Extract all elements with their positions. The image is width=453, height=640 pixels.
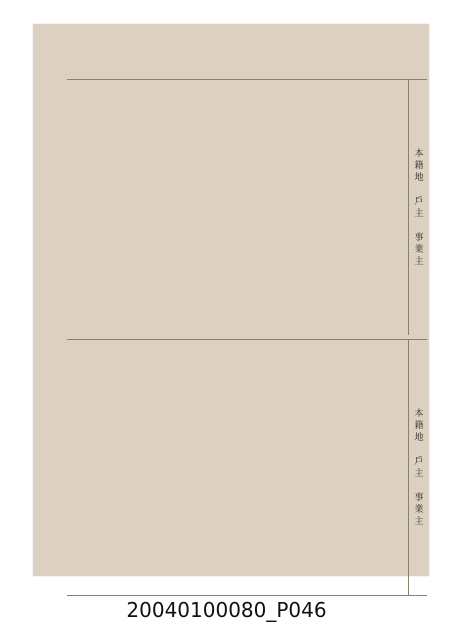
register-table [67,79,427,595]
household-head-column-band [67,180,409,218]
address-column-band [67,84,409,168]
register-section-bottom [67,339,427,596]
business-column-band [67,230,409,272]
register-section-top [67,79,427,335]
scanned-document-page [33,24,429,576]
archive-id-label: 20040100080_P046 [126,598,327,622]
address-column-band [67,344,409,428]
household-head-column-band [67,440,409,478]
business-column-band [67,490,409,532]
section-heading-bottom: 本籍地 戶主 事業主 [408,340,427,595]
name-column-band [67,280,409,330]
name-column-band [67,540,409,590]
section-heading-top: 本籍地 戶主 事業主 [408,80,427,335]
